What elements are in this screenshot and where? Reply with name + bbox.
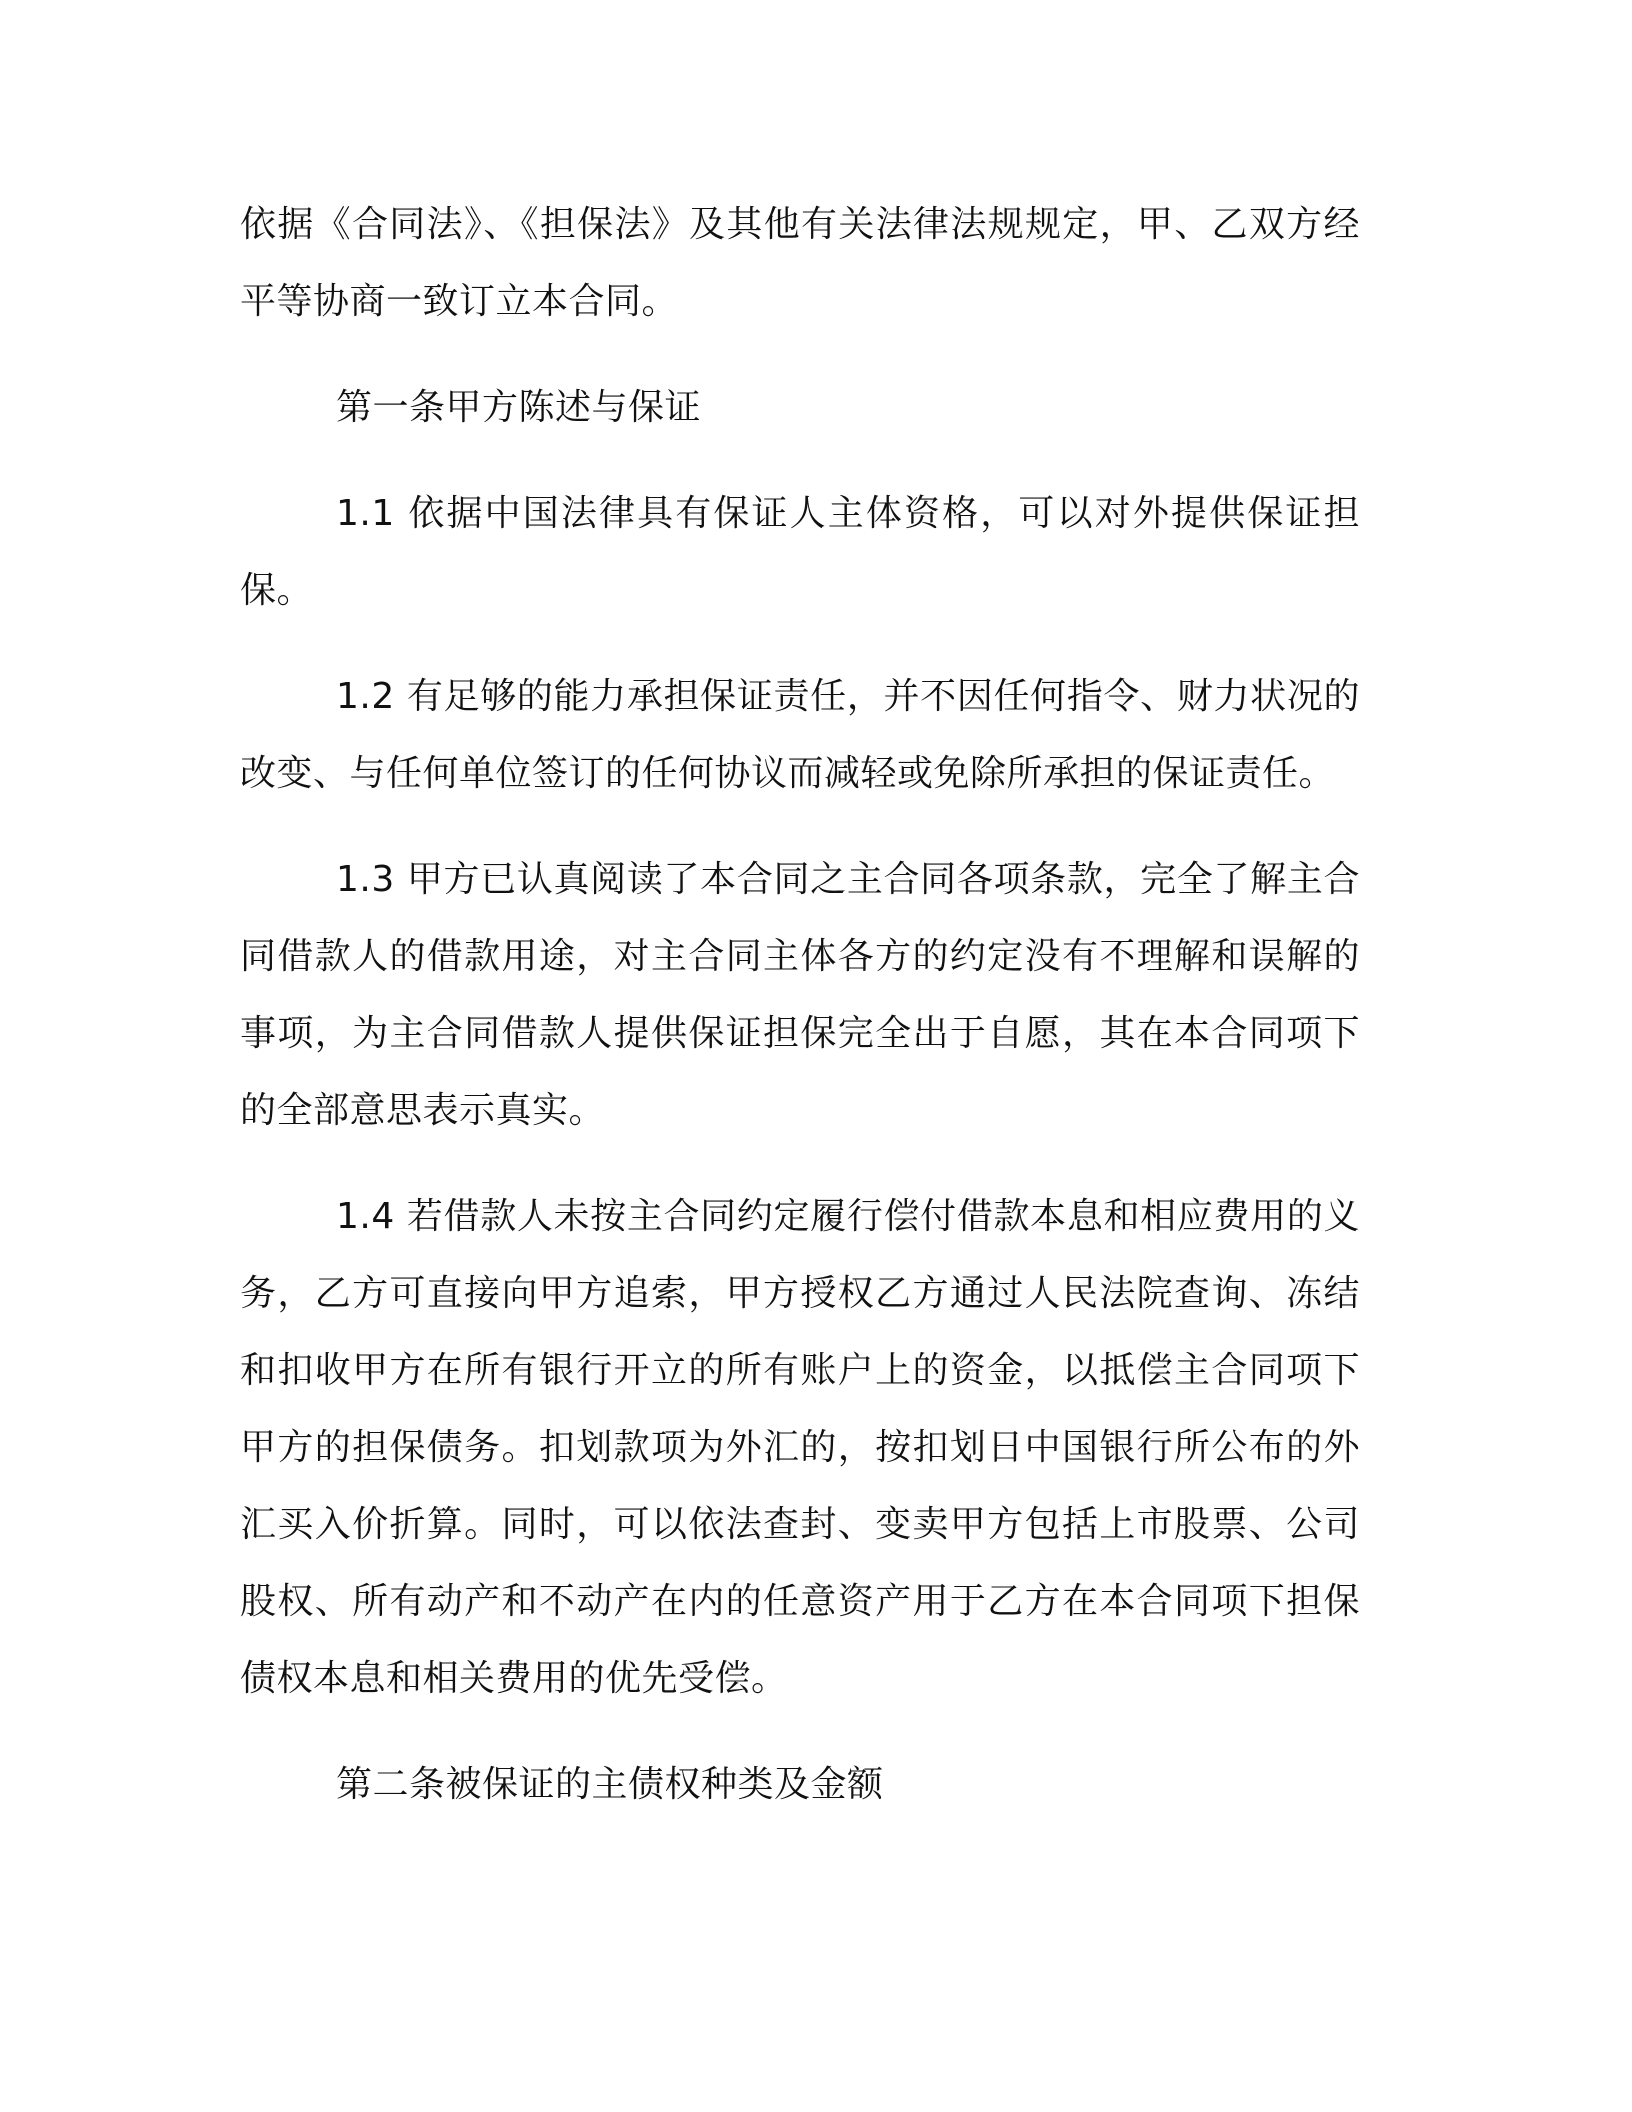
article-2-heading: 第二条被保证的主债权种类及金额	[336, 1764, 884, 1805]
clause-1-2: 1.2 有足够的能力承担保证责任，并不因任何指令、财力状况的改变、与任何单位签订的任何协议而减轻或免除所承担的保证责任。	[240, 676, 1360, 794]
intro-paragraph: 依据《合同法》、《担保法》及其他有关法律法规规定，甲、乙双方经平等协商一致订立本合同。	[240, 204, 1360, 322]
clause-1-3: 1.3 甲方已认真阅读了本合同之主合同各项条款，完全了解主合同借款人的借款用途，对主合同主体各方的约定没有不理解和误解的事项，为主合同借款人提供保证担保完全出于自愿，其在本合同项下的全部意思表示真实。	[240, 859, 1360, 1131]
article-1-heading: 第一条甲方陈述与保证	[336, 387, 702, 428]
clause-1-1: 1.1 依据中国法律具有保证人主体资格，可以对外提供保证担保。	[240, 493, 1360, 611]
clause-1-4: 1.4 若借款人未按主合同约定履行偿付借款本息和相应费用的义务，乙方可直接向甲方追索，甲方授权乙方通过人民法院查询、冻结和扣收甲方在所有银行开立的所有账户上的资金，以抵偿主合同项下甲方的担保债务。扣划款项为外汇的，按扣划日中国银行所公布的外汇买入价折算。同时，可以依法查封、变卖甲方包括上市股票、公司股权、所有动产和不动产在内的任意资产用于乙方在本合同项下担保债权本息和相关费用的优先受偿。	[240, 1196, 1360, 1699]
document-body	[240, 186, 1360, 1823]
